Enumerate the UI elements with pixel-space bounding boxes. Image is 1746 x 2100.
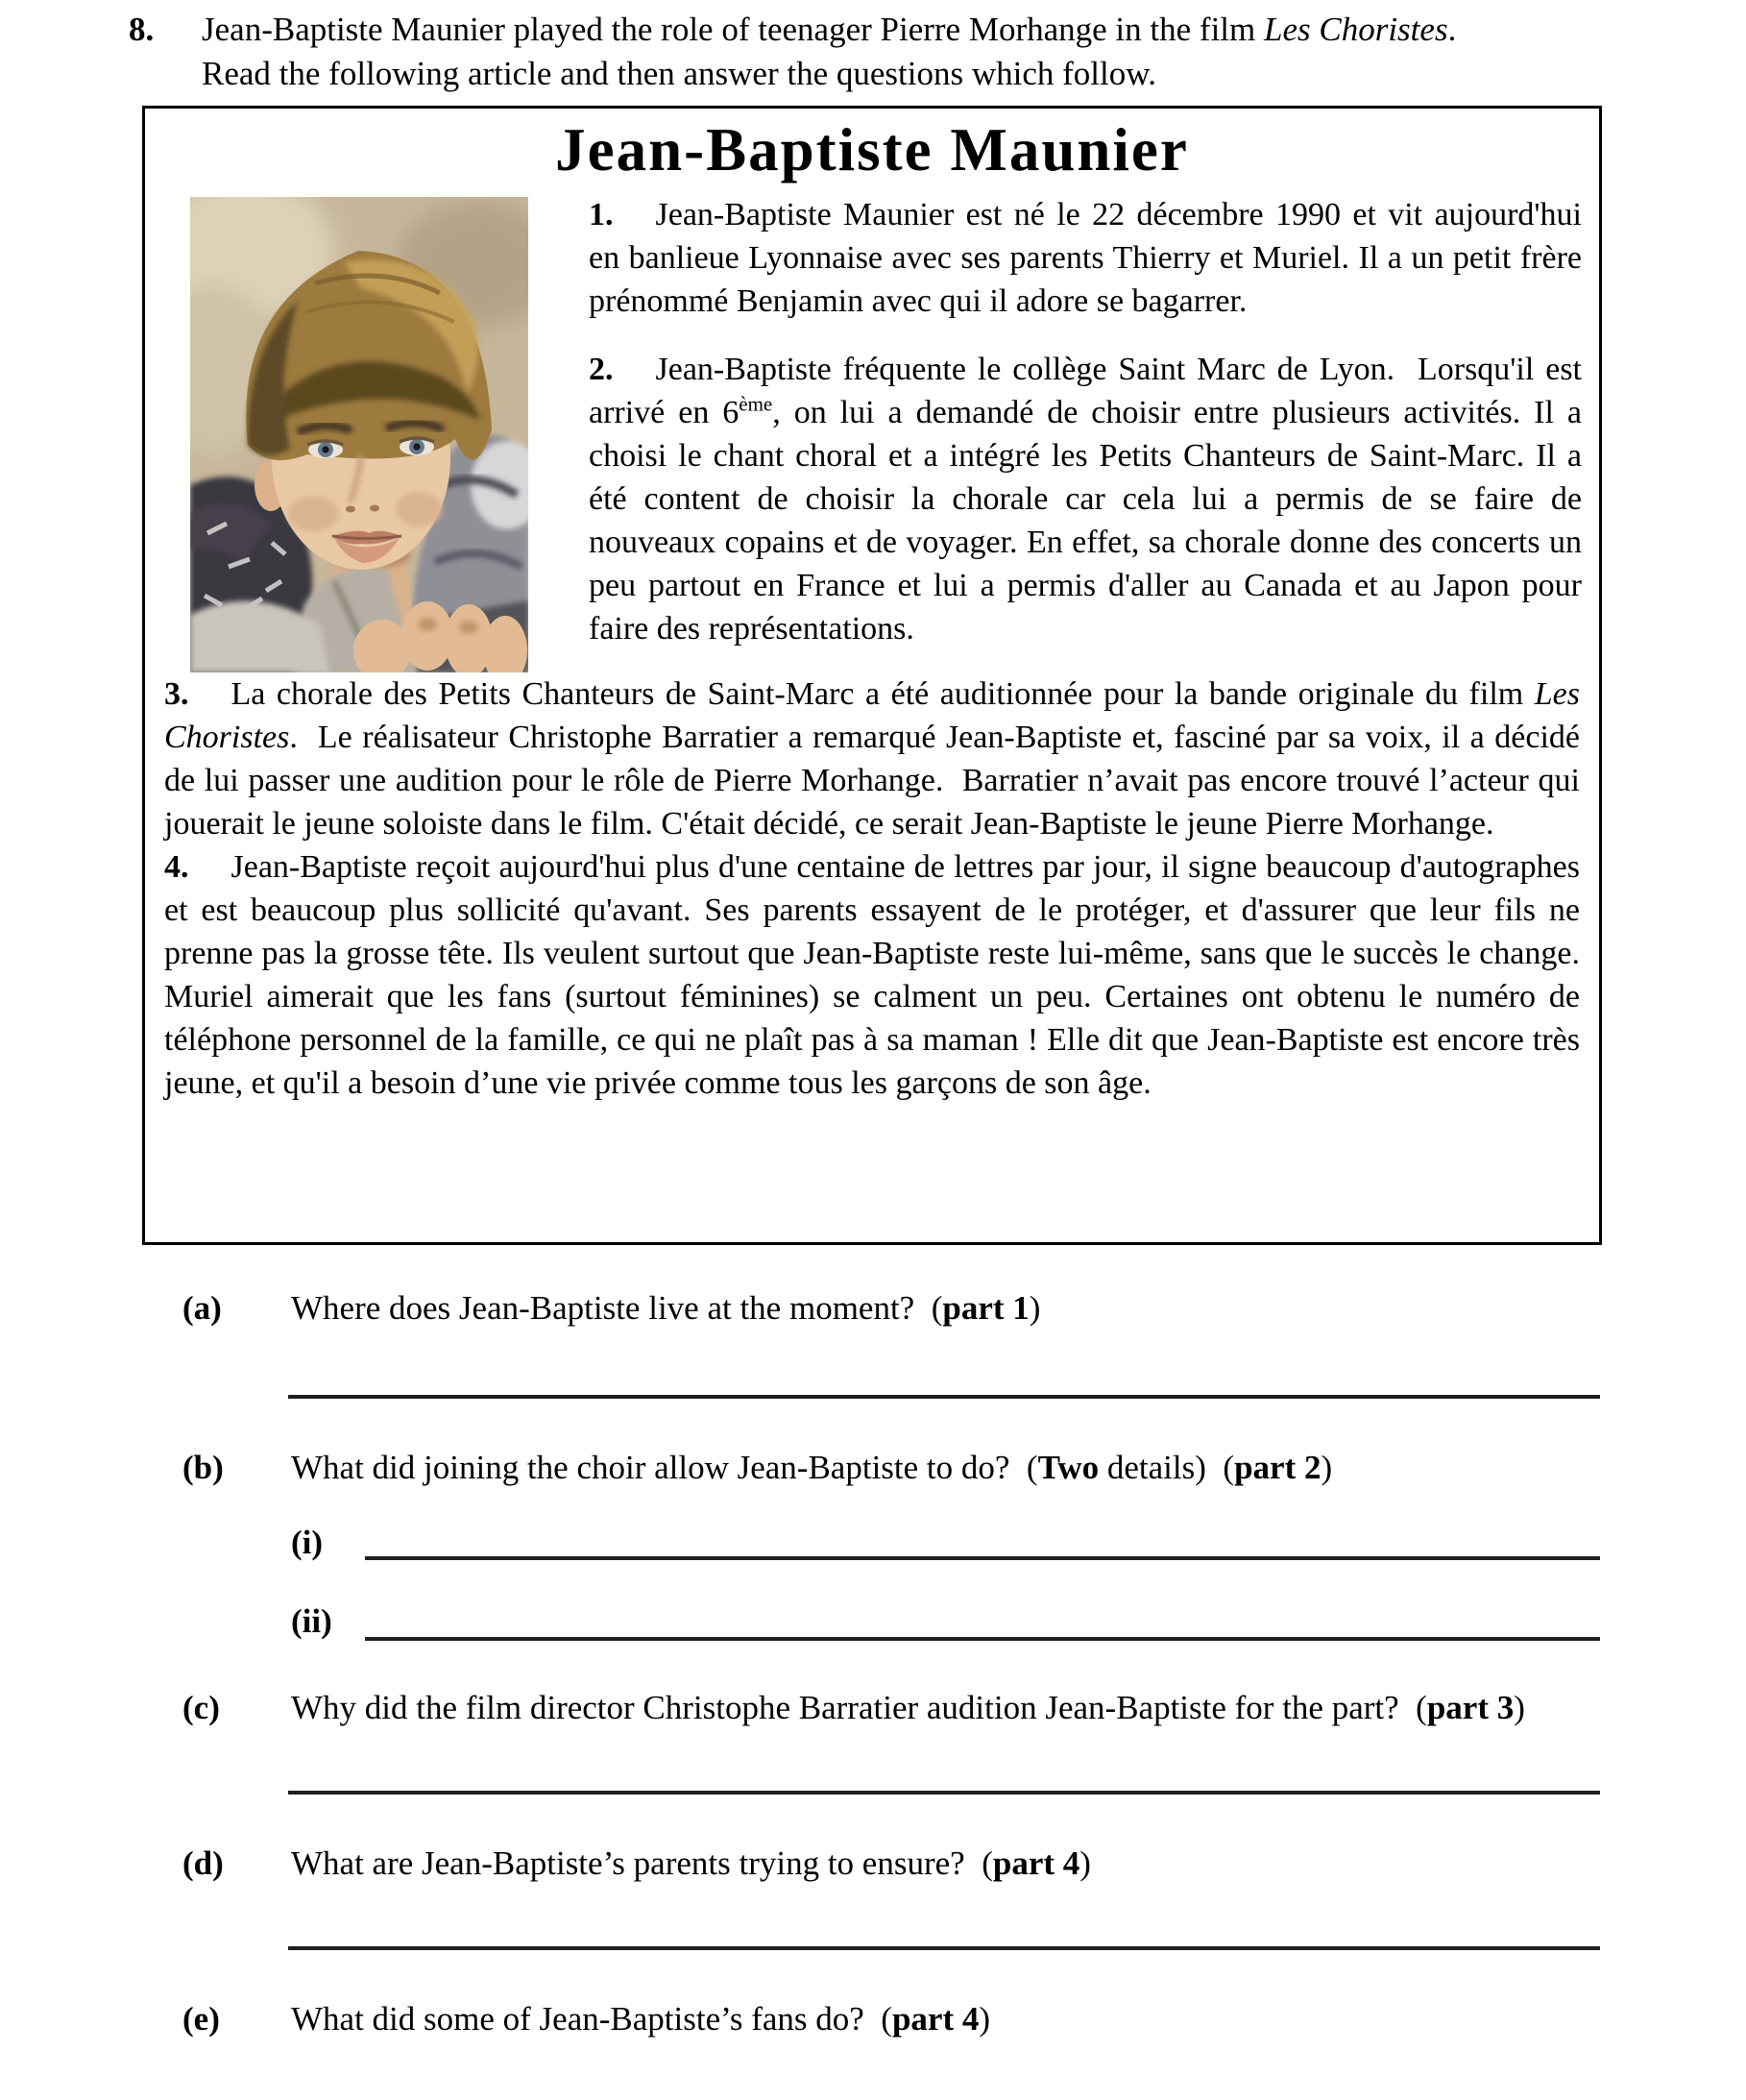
- film-title: Les Choristes: [1264, 11, 1448, 48]
- question-d: [182, 1843, 1623, 1885]
- answer-line-a[interactable]: [288, 1395, 1600, 1399]
- question-b-text: What did joining the choir allow Jean-Baptiste to do? (Two details) (part 2): [291, 1449, 1333, 1486]
- paragraph-3-number: 3.: [164, 676, 189, 712]
- article-top-row: [162, 193, 1582, 672]
- question-c: [182, 1687, 1623, 1729]
- article-box: [142, 106, 1602, 1245]
- question-a-label: (a): [182, 1289, 222, 1327]
- question-e: [182, 1998, 1623, 2040]
- question-b-sub-i-label: (i): [291, 1524, 324, 1561]
- question-a-text: Where does Jean-Baptiste live at the moment? (part 1): [291, 1289, 1041, 1327]
- answer-line-b-i[interactable]: [365, 1556, 1600, 1560]
- boy-portrait-photo: [190, 197, 528, 672]
- paragraph-2: 2. Jean-Baptiste fréquente le collège Saint Marc de Lyon. Lorsqu'il est arrivé en 6ème, on lui a demandé de choisir entre plusieurs activités. Il a choisi le chant choral et a intégré les Petits Chanteurs de Saint-Marc. Il a été content de choisir la chorale car cela lui a permis de se faire de nouveaux copains et de voyager. En effet, sa chorale donne des concerts un peu partout en France et lui a permis d'aller au Canada et au Japon pour faire des représentations.: [589, 352, 1582, 647]
- question-intro-text: [202, 8, 1517, 96]
- paragraph-1: 1. Jean-Baptiste Maunier est né le 22 décembre 1990 et vit aujourd'hui en banlieue Lyonnaise avec ses parents Thierry et Muriel. Il a un petit frère prénommé Benjamin avec qui il adore se bagarrer.: [589, 197, 1582, 319]
- question-number: 8.: [129, 11, 155, 48]
- paragraph-1-number: 1.: [589, 197, 614, 232]
- question-b-label: (b): [182, 1449, 224, 1486]
- question-c-label: (c): [182, 1689, 220, 1726]
- question-a: [182, 1287, 1623, 1330]
- paragraph-3: 3. La chorale des Petits Chanteurs de Saint-Marc a été auditionnée pour la bande originale du film Les Choristes. Le réalisateur Christophe Barratier a remarqué Jean-Baptiste et, fasciné par sa voix, il a décidé de lui passer une audition pour le rôle de Pierre Morhange. Barratier n’avait pas encore trouvé l’acteur qui jouerait le jeune soloiste dans le film. C'était décidé, ce serait Jean-Baptiste le jeune Pierre Morhange.: [164, 676, 1580, 842]
- question-b-sub-ii-label: (ii): [291, 1602, 332, 1640]
- boy-portrait-illustration: [190, 197, 528, 672]
- question-d-text: What are Jean-Baptiste’s parents trying to ensure? (part 4): [291, 1844, 1091, 1882]
- superscript-eme: ème: [739, 392, 773, 416]
- question-e-label: (e): [182, 2000, 220, 2038]
- question-c-text: Why did the film director Christophe Barratier audition Jean-Baptiste for the part? (part 3): [291, 1689, 1525, 1726]
- article-title: Jean-Baptiste Maunier: [555, 116, 1189, 183]
- film-title-italic: Les Choristes: [164, 676, 1580, 755]
- question-e-text: What did some of Jean-Baptiste’s fans do? (part 4): [291, 2000, 991, 2038]
- answer-line-c[interactable]: [288, 1791, 1600, 1795]
- paragraph-2-number: 2.: [589, 352, 614, 387]
- question-intro: [129, 8, 1540, 96]
- answer-line-b-ii[interactable]: [365, 1637, 1600, 1641]
- answer-line-d[interactable]: [288, 1946, 1600, 1950]
- question-d-label: (d): [182, 1844, 224, 1882]
- paragraph-4-number: 4.: [164, 849, 189, 885]
- question-b: [182, 1447, 1623, 1489]
- intro-line-1: Jean-Baptiste Maunier played the role of teenager Pierre Morhange in the film Les Choristes.: [202, 11, 1457, 48]
- intro-line-2: Read the following article and then answer the questions which follow.: [202, 55, 1156, 92]
- article-column-right: [589, 193, 1582, 650]
- paragraph-4: 4. Jean-Baptiste reçoit aujourd'hui plus d'une centaine de lettres par jour, il signe beaucoup d'autographes et est beaucoup plus sollicité qu'avant. Ses parents essayent de le protéger, et d'assurer que leur fils ne prenne pas la grosse tête. Ils veulent surtout que Jean-Baptiste reste lui-même, sans que le succès le change. Muriel aimerait que les fans (surtout féminines) se calment un peu. Certaines ont obtenu le numéro de téléphone personnel de la famille, ce qui ne plaît pas à sa maman ! Elle dit que Jean-Baptiste est encore très jeune, et qu'il a besoin d’une vie privée comme tous les garçons de son âge.: [164, 849, 1580, 1101]
